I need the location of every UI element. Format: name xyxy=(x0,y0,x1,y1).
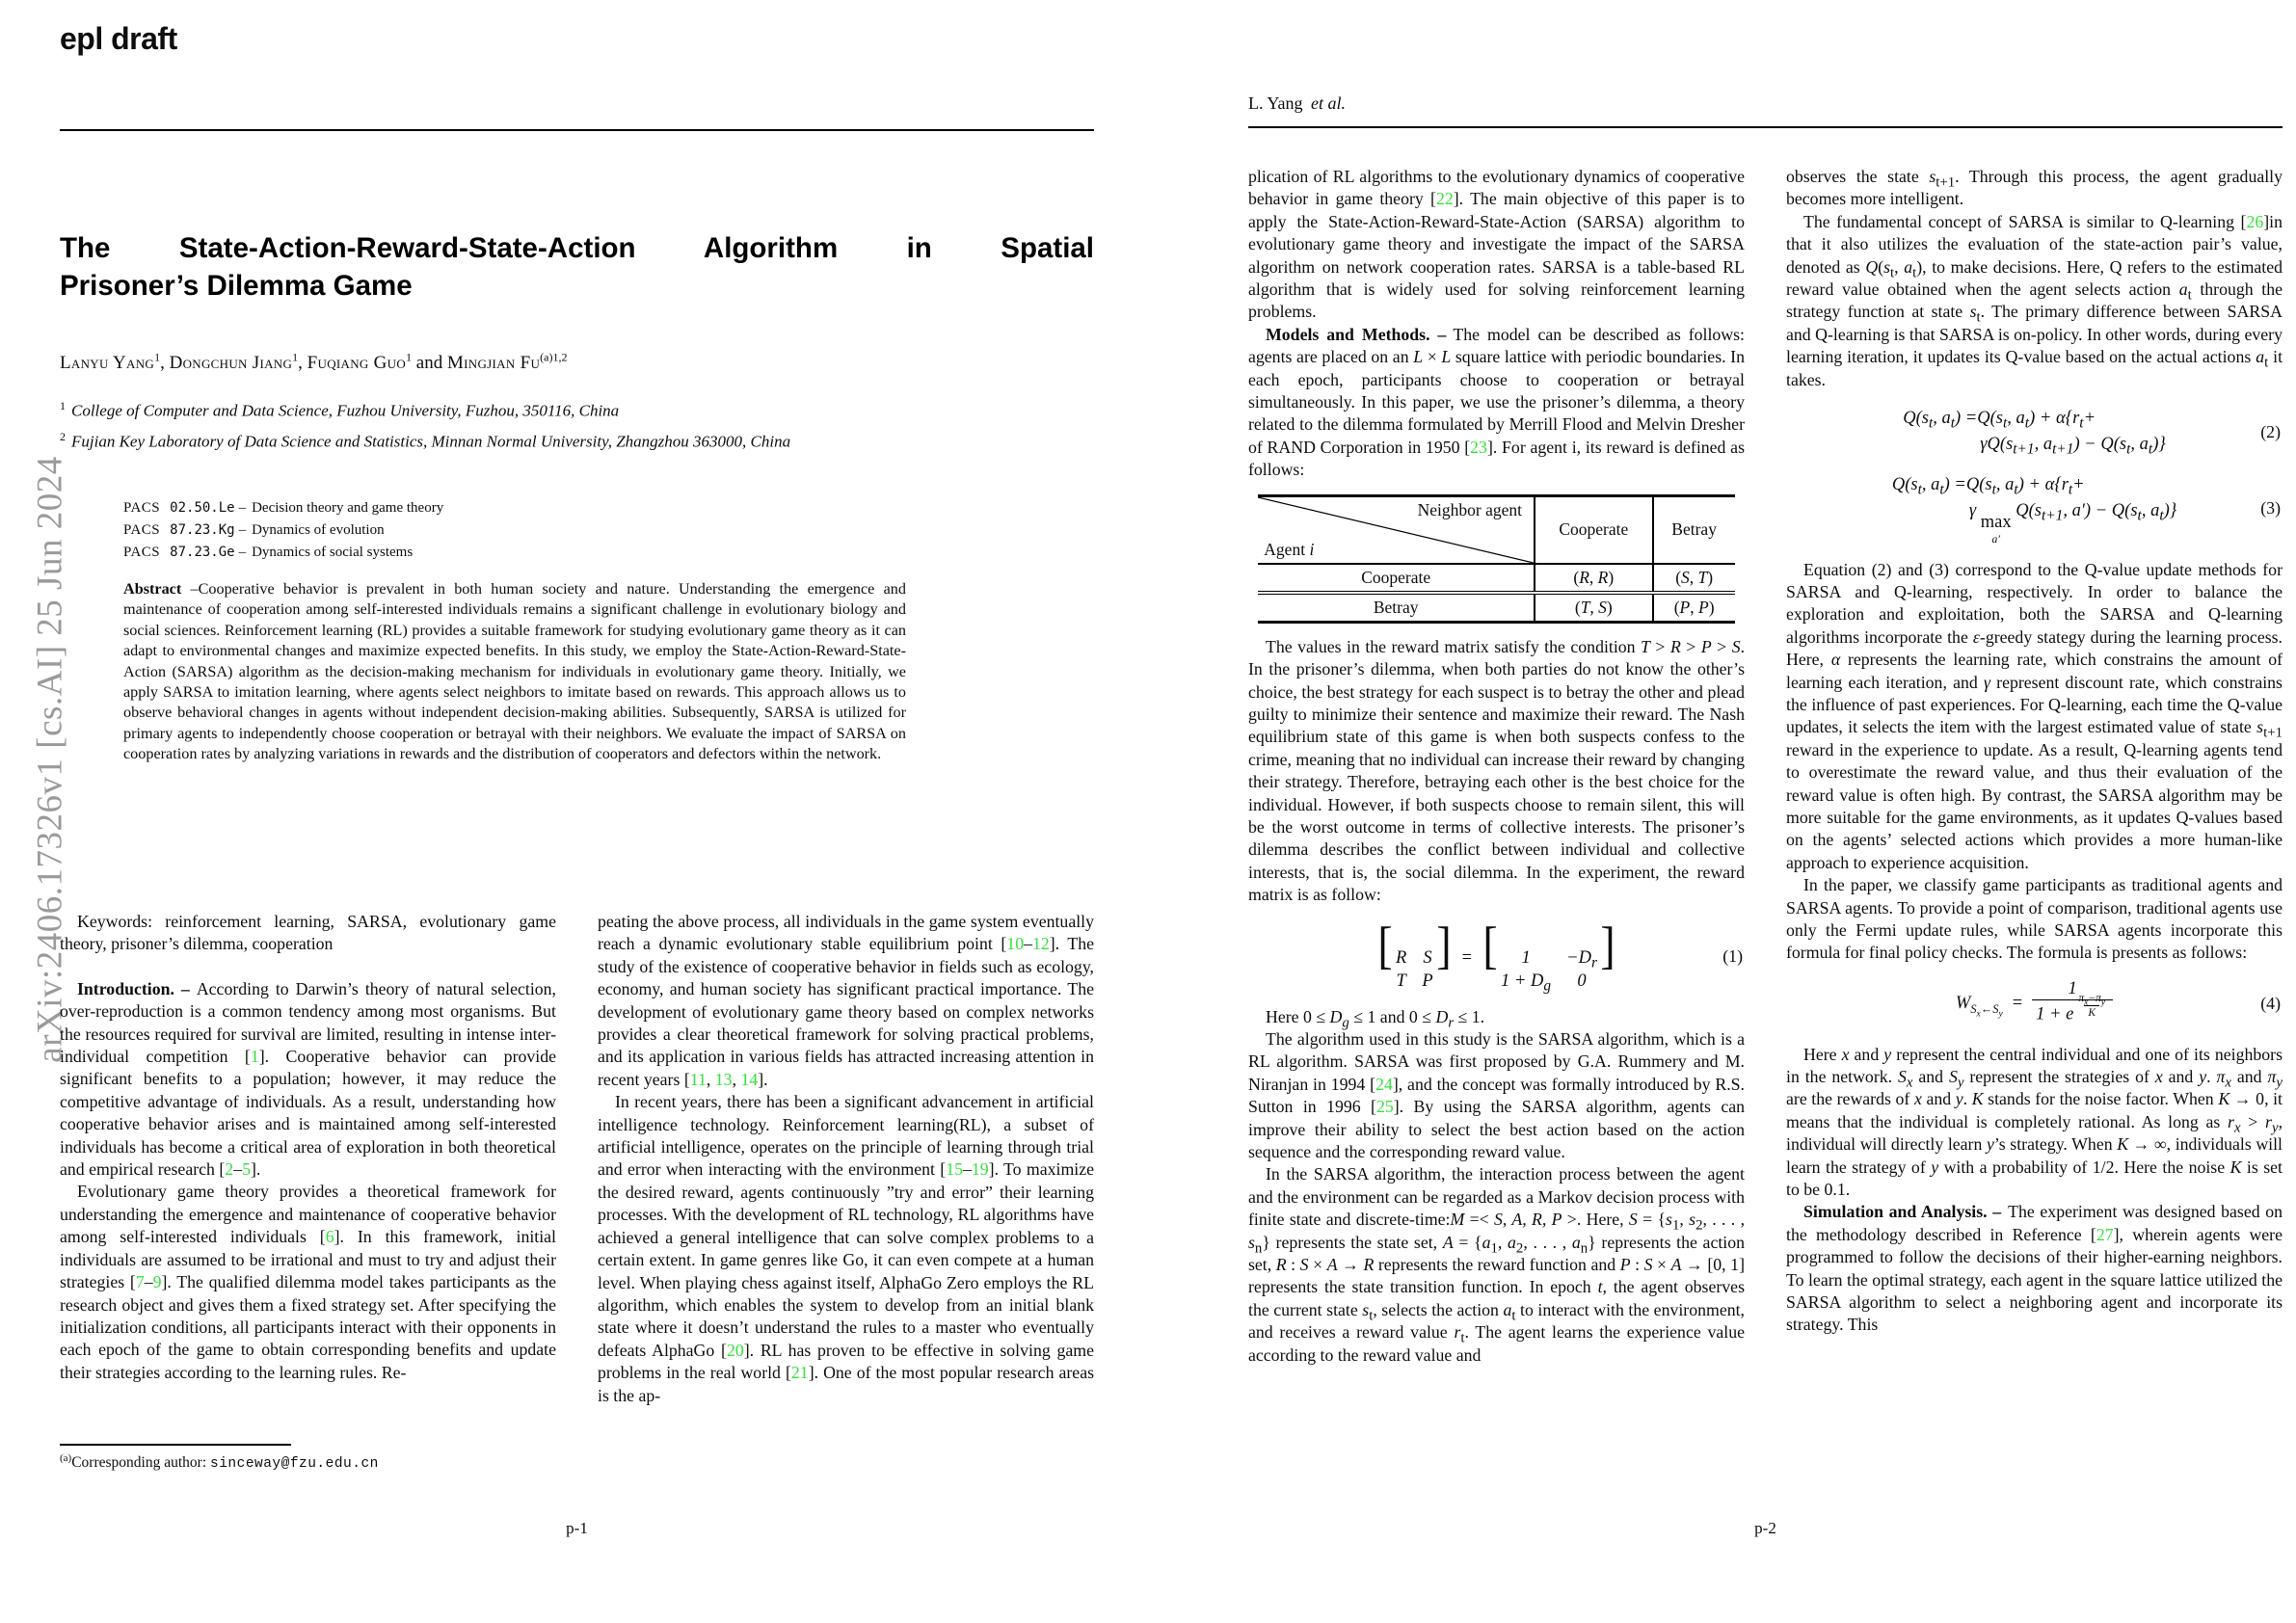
author-separator: and xyxy=(412,353,447,373)
equation-3 xyxy=(1786,472,2283,545)
column-header: Betray xyxy=(1653,495,1735,564)
column-left xyxy=(60,911,556,1407)
abstract xyxy=(123,579,906,765)
table-corner-cell xyxy=(1258,495,1535,564)
equation-body xyxy=(1376,916,1616,995)
affiliation-number: 2 xyxy=(60,429,66,443)
title-line-2: Prisoner’s Dilemma Game xyxy=(60,270,413,302)
journal-masthead: epl draft xyxy=(60,21,177,56)
equals-sign: = xyxy=(1461,947,1473,968)
citation-link[interactable]: 21 xyxy=(790,1363,809,1383)
author: Fuqiang Guo$^1$ and xyxy=(307,350,447,373)
fraction-denominator: K xyxy=(2084,1005,2099,1020)
corresponding-email[interactable]: sinceway@fzu.edu.cn xyxy=(210,1456,379,1473)
affiliation-number: 1 xyxy=(60,399,66,412)
paragraph: Equation (2) and (3) correspond to the Q-value update methods for SARSA and Q-learning, respectively. In order to balance the exploration and exploitation, both the SARSA and Q-learning algorithms incorporate the ε-greedy stategy during the learning process. Here, α represents the learning rate, which constrains the amount of learning each iteration, and γ represent discount rate, which constrains the influence of past experiences. For Q-learning, each time the Q-value updates, it selects the item with the largest estimated value of state $s_{t+1}$ reward in the experience to update. As a result, Q-learning agents tend to overestimate the reward value, and thus their evaluation of the reward value is often high. By contrast, the SARSA algorithm may be more suitable for the game environments, as it updates Q-values based on the agents’ selected actions which provides a more human-like approach to experience acquisition. xyxy=(1786,559,2283,872)
pacs-entry: PACS 87.23.Ge – Dynamics of social systems xyxy=(123,545,414,560)
arxiv-watermark: arXiv:2406.17326v1 [cs.AI] 25 Jun 2024 xyxy=(30,456,70,1063)
footnote xyxy=(60,1444,556,1472)
corner-label-top: Neighbor agent xyxy=(1417,499,1523,519)
abstract-text: –Cooperative behavior is prevalent in both human society and nature. Understanding the emergence and maintenance of cooperation among self-interested individuals remains a significant challenge in evolutionary biology and social sciences. Reinforcement learning (RL) provides a suitable framework for studying evolutionary game theory as it can adapt to environmental changes and maximize expected benefits. In this study, we employ the State-Action-Reward-State-Action (SARSA) algorithm as the decision-making mechanism for individuals in evolutionary game theory. Initially, we apply SARSA to imitation learning, where agents select neighbors to imitate based on rewards. This approach allows us to observe behavioral changes in agents without independent decision-making abilities. Subsequently, SARSA is utilized for primary agents to independently choose cooperation or betrayal with their neighbors. We evaluate the impact of SARSA on cooperation rates by analyzing variations in rewards and the distribution of cooperators and defectors within the network. xyxy=(123,580,906,763)
citation-link[interactable]: 23 xyxy=(1470,437,1487,457)
paragraph xyxy=(1786,1201,2283,1336)
equation-line: $\gamma Q(s_{t+1}$, $a_{t+1}) - Q(s_t$, $a_t$)} xyxy=(1980,435,2166,458)
running-head-etal: et al. xyxy=(1311,93,1347,113)
column-right xyxy=(1786,166,2283,1367)
citation-link[interactable]: 12 xyxy=(1031,934,1050,954)
equation-body xyxy=(1903,406,2166,458)
reward-table xyxy=(1258,494,1734,624)
bracket-right: ] xyxy=(1600,916,1615,974)
equation-number: (1) xyxy=(1722,945,1743,966)
running-head-rule xyxy=(1248,126,2283,128)
paragraph: The fundamental concept of SARSA is similar to Q-learning [26]in that it also utilizes the evaluation of the state-action pair’s value, denoted as $Q(s_t$, $a_t$), to make decisions. Here, Q refers to the estimated reward value obtained when the agent selects action $a_t$ through the strategy function at state $s_t$. The primary difference between SARSA and Q-learning is that SARSA is on-policy. In other words, during every learning iteration, it updates its Q-value based on the actual actions $a_t$ it takes. xyxy=(1786,211,2283,389)
equation-body xyxy=(1956,979,2113,1029)
pacs-list xyxy=(123,497,443,564)
equation-fragment: $Q(s_{t+1}$, $a') - Q(s_t$, $a_t$)} xyxy=(2011,501,2177,524)
author-separator: , xyxy=(160,353,170,373)
table-cell: (S, T) xyxy=(1653,564,1735,593)
bracket-left: [ xyxy=(1482,916,1498,974)
table-row xyxy=(1258,593,1734,623)
equation-2 xyxy=(1786,406,2283,458)
paragraph: peating the above process, all individuals in the game system eventually reach a dynamic evolutionary stable equilibrium point [10–12]. The study of the existence of cooperative behavior in fields such as ecology, economy, and human society has significant practical importance. The development of evolutionary game theory based on complex networks provides a clear theoretical framework for solving practical problems, and its application in various fields has attracted increasing attention in recent years [11, 13, 14]. xyxy=(598,912,1094,1089)
matrix-cell: 1 xyxy=(1521,947,1531,968)
paragraph: The values in the reward matrix satisfy the condition T > R > P > S. In the prisoner’s dilemma, when both parties do not know the other’s choice, the best strategy for each suspect is to betray the other and plead guilty to minimize their sentence and maximize their reward. The Nash equilibrium state of this game is when both suspects confess to the crime, meaning that no individual can increase their reward by changing their strategy. Therefore, betraying each other is the best choice for the individual. However, if both suspects choose to remain silent, this will be the worst outcome in terms of collective interests. The prisoner’s dilemma describes the conflict between individual and collective interests, that is, the social dilemma. In the experiment, the reward matrix is as follow: xyxy=(1248,636,1746,905)
equation-fragment: W xyxy=(1955,993,1971,1013)
paragraph xyxy=(1248,324,1745,482)
affiliation-text: Fujian Key Laboratory of Data Science and Statistics, Minnan Normal University, Zhangzhou 363000, China xyxy=(71,432,791,451)
row-label: Betray xyxy=(1373,597,1419,617)
paragraph-text: The experiment was designed based on the methodology described in Reference [27], wherein agents were programmed to follow the decisions of their higher-earning neighbors. To learn the optimal strategy, each agent in the square lattice utilized the SARSA algorithm to select a neighboring agent and incorporate its strategy. This xyxy=(1786,1202,2283,1335)
row-label: Cooperate xyxy=(1361,567,1431,587)
operator-underscript: a′ xyxy=(1991,531,2000,545)
paragraph-text: The model can be described as follows: agents are placed on an L × L square lattice with periodic boundaries. In each epoch, participants choose to cooperation or betrayal simultaneously. In this paper, we use the prisoner’s dilemma, a theory related to the dilemma formulated by Merrill Flood and Melvin Dresher of RAND Corporation in 1950 [23]. For agent i, its reward is defined as follows: xyxy=(1248,324,1746,480)
affiliation-list xyxy=(60,393,790,454)
paragraph: The algorithm used in this study is the SARSA algorithm, which is a RL algorithm. SARSA was first proposed by G.A. Rummery and M. Niranjan in 1994 [24], and the concept was formally introduced by R.S. Sutton in 1996 [25]. By using the SARSA algorithm, agents can improve their ability to select the best action based on the action sequence and the corresponding reward value. xyxy=(1248,1028,1746,1161)
matrix-cell: $1 + D_g$ xyxy=(1501,971,1552,995)
keywords: Keywords: reinforcement learning, SARSA, evolutionary game theory, prisoner’s dilemma, cooperation xyxy=(60,912,556,954)
matrix xyxy=(1396,948,1433,992)
paragraph: Here $0 \le D_g \le 1$ and $0 \le D_r \le 1$. xyxy=(1266,1006,1485,1031)
fraction-denominator xyxy=(2032,993,2113,1028)
paragraph xyxy=(60,978,556,1182)
matrix-cell: P xyxy=(1422,971,1433,991)
table-row xyxy=(1258,564,1734,593)
equation-body xyxy=(1892,472,2176,545)
max-operator xyxy=(1981,514,2012,545)
paragraph: In the paper, we classify game participants as traditional agents and SARSA agents. To provide a point of comparison, traditional agents use only the Fermi update rules, while SARSA agents incorporate this formula for final policy checks. The formula is presents as follows: xyxy=(1786,875,2283,963)
equation-subscript: Sx←Sy xyxy=(1970,1001,2003,1020)
matrix-cell: 0 xyxy=(1577,971,1587,991)
affiliation xyxy=(60,393,790,424)
paragraph: In recent years, there has been a significant advancement in artificial intelligence technology. Reinforcement learning(RL), a subset of artificial intelligence, operates on the principle of learning through trial and error when interacting with the environment [15–19]. To maximize the desired reward, agents continuously ”try and error” their learning processes. With the development of RL technology, RL algorithms have achieved a general intelligence that can solve complex problems to a certain extent. In game genres like Go, it can even compete at a human level. When playing chess against itself, AlphaGo Zero employs the RL algorithm, which enables the system to develop from an initial blank state where it doesn’t understand the rules to a master who eventually defeats AlphaGo [20]. RL has proven to be effective in solving game problems in the real world [21]. One of the most popular research areas is the ap- xyxy=(598,1092,1095,1405)
citation-link[interactable]: 10 xyxy=(1006,934,1025,954)
footnote-label: Corresponding author: xyxy=(71,1454,211,1472)
citation-link[interactable]: 9 xyxy=(152,1272,162,1292)
equation-fragment: γ xyxy=(1968,501,1981,521)
masthead-rule xyxy=(60,129,1094,131)
column-header: Cooperate xyxy=(1535,495,1653,564)
page-number: p-1 xyxy=(566,1519,588,1537)
paragraph: observes the state $s_{t+1}$. Through this process, the agent gradually becomes more intelligent. xyxy=(1786,167,2283,209)
equals-sign: = xyxy=(2012,993,2023,1013)
corner-label-bottom: Agent i xyxy=(1264,539,1315,559)
paragraph-text: According to Darwin’s theory of natural selection, over-reproduction is a common tendency among most organisms. But the resources required for survival are limited, resulting in intense inter-individual competition [1]. Cooperative behavior can provide significant benefits to a population; however, it may reduce the competitive advantage of individuals. As a result, understanding how cooperative behavior arises and is maintained among self-interested individuals has become a critical area of exploration in both theoretical and empirical research [2–5]. xyxy=(60,978,556,1180)
fraction-numerator: $\pi_x-\pi_y$ xyxy=(2078,993,2106,1008)
citation-link[interactable]: 24 xyxy=(1375,1074,1393,1094)
column-left xyxy=(1248,166,1745,1367)
equation-line: $Q(s_t$, $a_t) =Q(s_t$, $a_t) + \alpha\{r_t+$ xyxy=(1891,475,2085,498)
paper-title xyxy=(60,229,1094,305)
two-column-body xyxy=(1248,166,2283,1367)
author-separator: , xyxy=(298,353,307,373)
equation-line: $Q(s_t$, $a_t) =Q(s_t$, $a_t) + \alpha\{r_t+$ xyxy=(1903,409,2096,432)
author: Dongchun Jiang$^1$, xyxy=(169,350,307,373)
author-line xyxy=(60,350,568,374)
author: Mingjian $Fu^{(a)1,2}$ xyxy=(446,350,568,373)
equation-4 xyxy=(1786,979,2283,1029)
citation-link[interactable]: 5 xyxy=(242,1159,251,1180)
citation-link[interactable]: 1 xyxy=(250,1047,259,1067)
footnote-rule xyxy=(60,1444,291,1446)
page-1 xyxy=(60,0,1094,1623)
matrix-cell: R xyxy=(1396,947,1407,968)
abstract-label: Abstract xyxy=(123,580,182,598)
author: Lanyu Yang$^1$, xyxy=(60,350,170,373)
pacs-entry: PACS 87.23.Kg – Dynamics of evolution xyxy=(123,522,385,538)
paragraph: Evolutionary game theory provides a theoretical framework for understanding the emergence and maintenance of cooperative behavior among self-interested individuals [6]. In this framework, initial individuals are assumed to be irrational and must to try and adjust their strategies [7–9]. The qualified dilemma model takes participants as the research object and gives them a fixed strategy set. After specifying the initialization conditions, all participants interact with their opponents in each epoch of the game to obtain corresponding benefits and update their strategies according to the learning rules. Re- xyxy=(60,1182,556,1382)
running-head-name: L. Yang xyxy=(1248,93,1303,113)
matrix-cell: T xyxy=(1396,971,1406,991)
citation-link[interactable]: 22 xyxy=(1435,189,1454,209)
title-line-1: The State-Action-Reward-State-Action Algorithm in Spatial xyxy=(60,232,1094,264)
citation-link[interactable]: 27 xyxy=(2096,1224,2114,1244)
matrix-cell: $-D_r$ xyxy=(1566,947,1597,971)
bracket-right: ] xyxy=(1435,916,1452,974)
citation-link[interactable]: 13 xyxy=(714,1069,733,1089)
section-heading: Introduction. – xyxy=(77,978,190,998)
operator-label: max xyxy=(1980,513,2012,533)
matrix-cell: S xyxy=(1423,947,1432,968)
paragraph: In the SARSA algorithm, the interaction process between the agent and the environment can be regarded as a Markov decision process with finite state and discrete-time:M =< S, A, R, P >. Here, $S = \{s_1$, $s_2$, . . . , $s_n$} represents the state set, $A = \{a_1$, $a_2$, . . . , $a_n$} represents the action set, R : S × A → R represents the reward function and P : S × A → [0, 1] represents the state transition function. In epoch t, the agent observes the current state $s_t$, selects the action $a_t$ to interact with the environment, and receives a reward value $r_t$. The agent learns the experience value according to the reward value and xyxy=(1248,1164,1746,1365)
citation-link[interactable]: 6 xyxy=(325,1227,334,1247)
fraction-numerator: 1 xyxy=(2068,978,2077,998)
citation-link[interactable]: 11 xyxy=(689,1069,707,1089)
citation-link[interactable]: 25 xyxy=(1375,1097,1394,1117)
citation-link[interactable]: 7 xyxy=(135,1272,145,1292)
pacs-entry: PACS 02.50.Le – Decision theory and game theory xyxy=(123,500,444,516)
section-heading: Models and Methods. – xyxy=(1266,324,1447,344)
table-cell: (T, S) xyxy=(1535,593,1653,623)
equation-number: (3) xyxy=(2260,497,2281,518)
paragraph: Here x and y represent the central individual and one of its neighbors in the network. $S_x$ and $S_y$ represent the strategies of x and y. $\pi_x$ and $\pi_y$ are the rewards of x and y. K stands for the noise factor. When K → 0, it means that the individual is completely rational. As long as $r_x > r_y$, individual will directly learn y’s strategy. When K → ∞, individuals will learn the strategy of y with a probability of 1/2. Here the noise K is set to be 0.1. xyxy=(1786,1044,2283,1200)
citation-link[interactable]: 26 xyxy=(2246,211,2264,231)
table-cell: (P, P) xyxy=(1653,593,1735,623)
page-number: p-2 xyxy=(1754,1519,1776,1537)
equation-line xyxy=(1892,498,2176,545)
exponent-fraction xyxy=(2074,993,2109,1020)
equation-number: (4) xyxy=(2260,994,2281,1014)
citation-link[interactable]: 2 xyxy=(225,1159,234,1180)
citation-link[interactable]: 20 xyxy=(726,1340,744,1360)
two-column-body xyxy=(60,911,1094,1407)
citation-link[interactable]: 15 xyxy=(946,1159,963,1180)
page-2 xyxy=(1248,0,2283,1623)
footnote-marker: (a) xyxy=(60,1452,72,1464)
table-header-row xyxy=(1258,495,1734,564)
citation-link[interactable]: 14 xyxy=(740,1069,759,1089)
table-cell: (R, R) xyxy=(1535,564,1653,593)
equation-1 xyxy=(1248,916,1745,995)
running-head xyxy=(1248,93,1346,114)
fraction xyxy=(2032,979,2113,1029)
matrix xyxy=(1501,947,1597,995)
paragraph: plication of RL algorithms to the evolutionary dynamics of cooperative behavior in game theory [22]. The main objective of this paper is to apply the State-Action-Reward-State-Action (SARSA) algorithm to evolutionary game theory and investigate the impact of the SARSA algorithm on network cooperation rates. SARSA is a table-based RL algorithm that is widely used for solving reinforcement learning problems. xyxy=(1248,167,1745,322)
citation-link[interactable]: 19 xyxy=(971,1159,989,1180)
affiliation-text: College of Computer and Data Science, Fuzhou University, Fuzhou, 350116, China xyxy=(71,401,620,420)
column-right xyxy=(598,911,1094,1407)
section-heading: Simulation and Analysis. – xyxy=(1803,1202,2002,1222)
equation-fragment: 1 + e xyxy=(2036,1004,2074,1024)
bracket-left: [ xyxy=(1377,916,1393,974)
affiliation xyxy=(60,424,790,455)
equation-number: (2) xyxy=(2260,421,2281,441)
